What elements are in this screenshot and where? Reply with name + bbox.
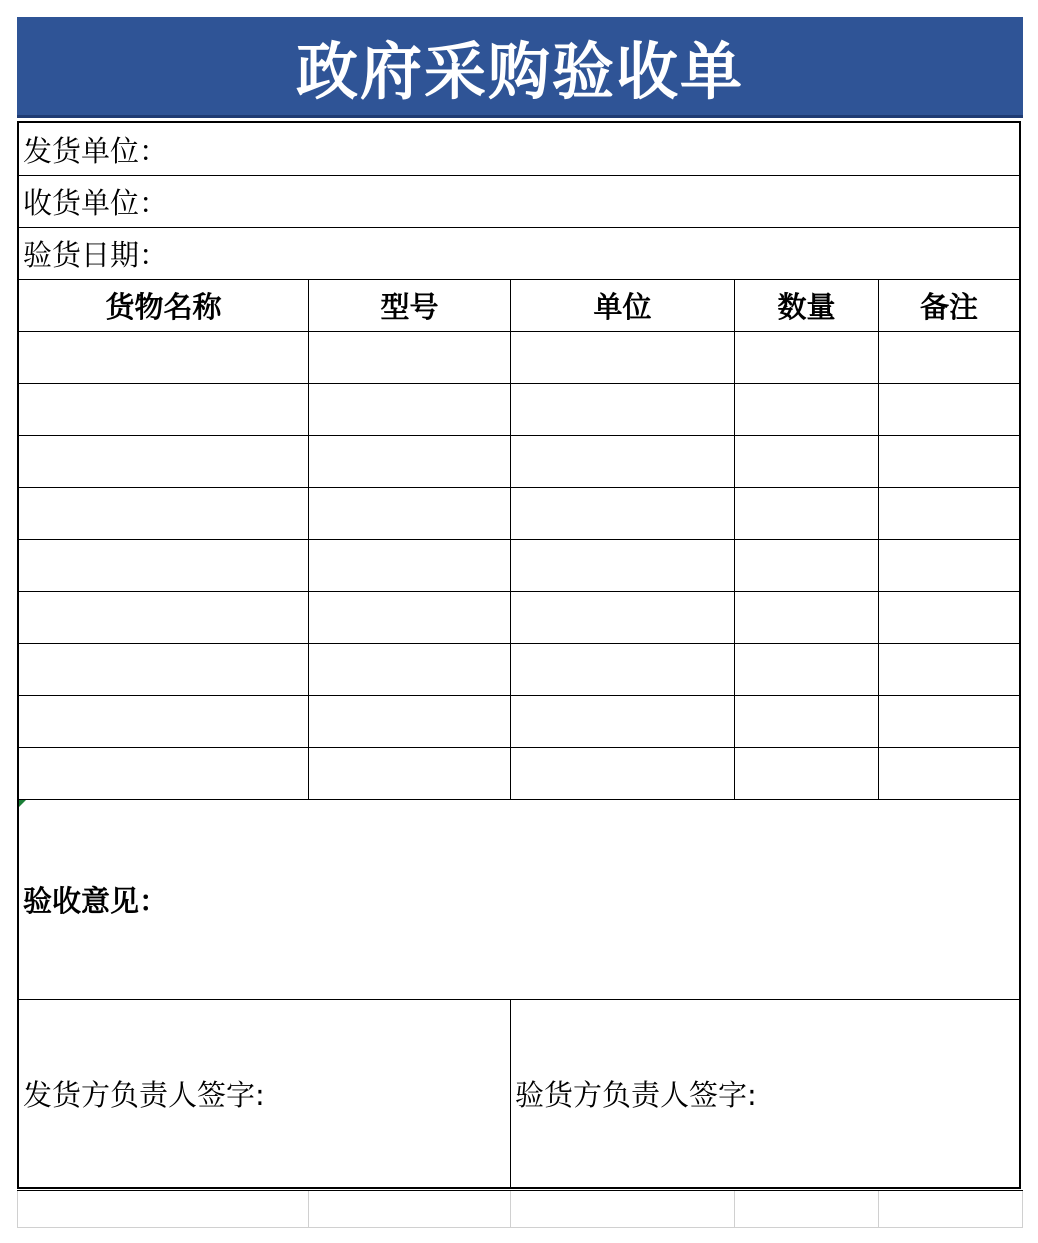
remarks-cell[interactable] — [879, 332, 1019, 384]
unit-cell[interactable] — [511, 696, 735, 748]
form-title: 政府采购验收单 — [17, 17, 1023, 118]
model-cell[interactable] — [309, 384, 511, 436]
quantity-cell[interactable] — [735, 436, 879, 488]
quantity-cell[interactable] — [735, 696, 879, 748]
remarks-cell[interactable] — [879, 384, 1019, 436]
unit-cell[interactable] — [511, 436, 735, 488]
unit-cell[interactable] — [511, 384, 735, 436]
unit-cell[interactable] — [511, 748, 735, 800]
shipper-unit-field[interactable] — [19, 123, 1019, 176]
opinion-field[interactable] — [19, 800, 1019, 1000]
unit-cell[interactable] — [511, 644, 735, 696]
header-remarks: 备注 — [879, 280, 1019, 332]
goods-name-cell[interactable] — [19, 332, 309, 384]
quantity-cell[interactable] — [735, 488, 879, 540]
inspection-date-label: 验货日期： — [23, 238, 169, 272]
quantity-cell[interactable] — [735, 644, 879, 696]
grid-cell[interactable] — [511, 1191, 735, 1228]
quantity-cell[interactable] — [735, 540, 879, 592]
goods-name-cell[interactable] — [19, 488, 309, 540]
remarks-cell[interactable] — [879, 540, 1019, 592]
header-goods-name: 货物名称 — [19, 280, 309, 332]
model-cell[interactable] — [309, 644, 511, 696]
receiver-unit-label: 收货单位： — [23, 186, 169, 220]
grid-cell[interactable] — [879, 1191, 1023, 1228]
header-unit: 单位 — [511, 280, 735, 332]
goods-name-cell[interactable] — [19, 592, 309, 644]
remarks-cell[interactable] — [879, 748, 1019, 800]
unit-cell[interactable] — [511, 332, 735, 384]
quantity-cell[interactable] — [735, 332, 879, 384]
grid-cell[interactable] — [17, 1191, 309, 1228]
opinion-label: 验收意见： — [23, 884, 169, 918]
remarks-cell[interactable] — [879, 488, 1019, 540]
inspector-signature-label: 验货方负责人签字: — [515, 1078, 757, 1112]
cell-corner-marker — [19, 800, 26, 807]
acceptance-form — [17, 121, 1021, 1189]
receiver-unit-field[interactable] — [19, 176, 1019, 228]
remarks-cell[interactable] — [879, 592, 1019, 644]
shipper-unit-label: 发货单位： — [23, 133, 169, 168]
goods-name-cell[interactable] — [19, 644, 309, 696]
quantity-cell[interactable] — [735, 592, 879, 644]
remarks-cell[interactable] — [879, 696, 1019, 748]
model-cell[interactable] — [309, 332, 511, 384]
unit-cell[interactable] — [511, 592, 735, 644]
goods-name-cell[interactable] — [19, 384, 309, 436]
quantity-cell[interactable] — [735, 384, 879, 436]
model-cell[interactable] — [309, 436, 511, 488]
goods-name-cell[interactable] — [19, 540, 309, 592]
model-cell[interactable] — [309, 540, 511, 592]
remarks-cell[interactable] — [879, 644, 1019, 696]
unit-cell[interactable] — [511, 540, 735, 592]
remarks-cell[interactable] — [879, 436, 1019, 488]
shipper-signature-label: 发货方负责人签字: — [23, 1078, 265, 1112]
model-cell[interactable] — [309, 488, 511, 540]
shipper-signature-field[interactable] — [19, 1000, 511, 1187]
inspection-date-field[interactable] — [19, 228, 1019, 280]
goods-name-cell[interactable] — [19, 696, 309, 748]
inspector-signature-field[interactable] — [511, 1000, 1019, 1187]
model-cell[interactable] — [309, 592, 511, 644]
grid-cell[interactable] — [309, 1191, 511, 1228]
unit-cell[interactable] — [511, 488, 735, 540]
goods-name-cell[interactable] — [19, 748, 309, 800]
spreadsheet-grid-row — [17, 1190, 1023, 1228]
model-cell[interactable] — [309, 748, 511, 800]
goods-name-cell[interactable] — [19, 436, 309, 488]
header-model: 型号 — [309, 280, 511, 332]
grid-cell[interactable] — [735, 1191, 879, 1228]
header-quantity: 数量 — [735, 280, 879, 332]
model-cell[interactable] — [309, 696, 511, 748]
quantity-cell[interactable] — [735, 748, 879, 800]
